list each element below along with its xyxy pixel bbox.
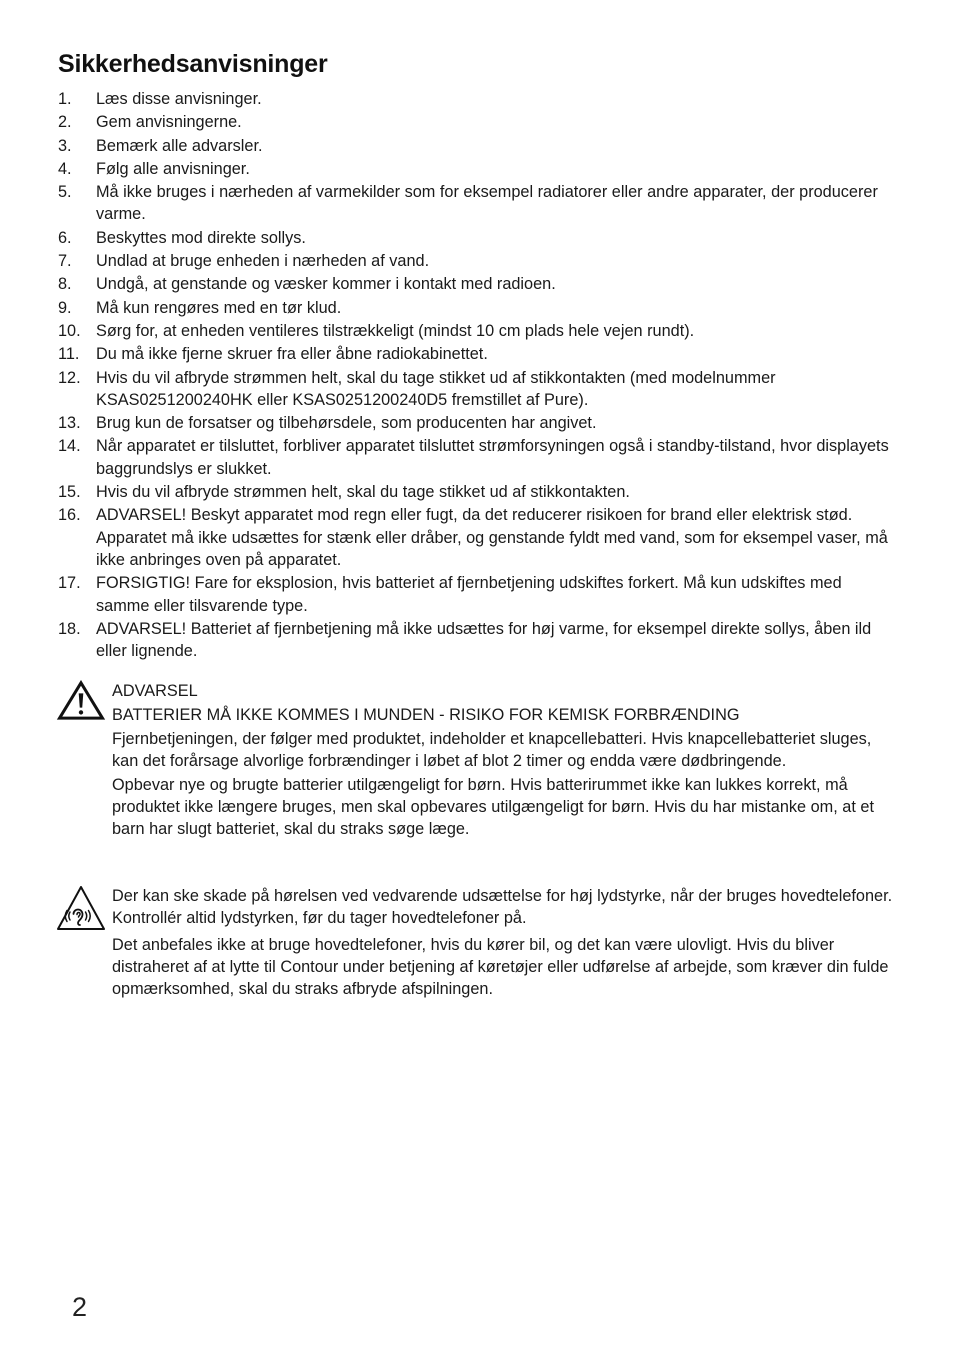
instruction-text: Hvis du vil afbryde strømmen helt, skal du tage stikket ud af stikkontakten (med modelnummer KSAS0251200240HK eller KSAS0251200240D5 fremstillet af Pure). [96, 368, 776, 409]
instruction-number: 11. [58, 345, 80, 364]
instruction-text: Brug kun de forsatser og tilbehørsdele, som producenten har angivet. [96, 414, 597, 433]
instruction-text: Hvis du vil afbryde strømmen helt, skal du tage stikket ud af stikkontakten. [96, 483, 630, 502]
instruction-number: 6. [58, 228, 72, 247]
instruction-number: 4. [58, 159, 72, 178]
instruction-text: Må kun rengøres med en tør klud. [96, 298, 342, 317]
page-number: 2 [72, 1292, 88, 1322]
instruction-item [58, 343, 898, 365]
hearing-paragraph: Det anbefales ikke at bruge hovedtelefoner, hvis du kører bil, og det kan være ulovligt. Hvis du bliver distraheret af at lytte til Contour under betjening af køretøjer eller udførelse af arbejde, som kræver din fulde opmærksomhed, skal du straks afbryde afspilningen. [112, 936, 889, 998]
instruction-item [58, 111, 898, 133]
instruction-item [58, 481, 898, 503]
instruction-text: Gem anvisningerne. [96, 113, 242, 132]
instruction-number: 17. [58, 574, 81, 593]
hearing-warning [56, 885, 898, 1002]
instruction-item [58, 435, 898, 480]
instruction-number: 14. [58, 437, 81, 456]
instruction-item [58, 250, 898, 272]
instruction-item [58, 297, 898, 319]
instruction-text: Undgå, at genstande og væsker kommer i kontakt med radioen. [96, 275, 556, 294]
warning-heading: ADVARSEL [112, 682, 198, 700]
instruction-number: 10. [58, 321, 81, 340]
warning-triangle-icon [56, 680, 106, 720]
instruction-text: Sørg for, at enheden ventileres tilstrækkeligt (mindst 10 cm plads hele vejen rundt). [96, 321, 695, 340]
instruction-number: 13. [58, 414, 81, 433]
instruction-text: ADVARSEL! Beskyt apparatet mod regn eller fugt, da det reducerer risikoen for brand eller elektrisk stød. Apparatet må ikke udsættes for stænk eller dråber, og genstande fyldt med vand, som for eksempel vaser, må ikke anbringes oven på apparatet. [96, 506, 888, 569]
hearing-warning-icon [56, 885, 106, 935]
instruction-number: 7. [58, 252, 72, 271]
instruction-text: Må ikke bruges i nærheden af varmekilder som for eksempel radiatorer eller andre apparater, der producerer varme. [96, 183, 878, 224]
instruction-item [58, 88, 898, 110]
instruction-item [58, 572, 898, 617]
hearing-paragraph: Der kan ske skade på hørelsen ved vedvarende udsættelse for høj lydstyrke, når der bruges hovedtelefoner. Kontrollér altid lydstyrken, før du tager hovedtelefoner på. [112, 887, 893, 927]
instruction-item [58, 504, 898, 571]
instruction-number: 8. [58, 275, 72, 294]
warning-paragraph: Opbevar nye og brugte batterier utilgængeligt for børn. Hvis batterirummet ikke kan lukkes korrekt, må produktet ikke længere bruges, men skal opbevares utilgængeligt for børn. Hvis du har mistanke om, at et barn har slugt batteriet, skal du straks søge læge. [112, 776, 874, 838]
instruction-text: Følg alle anvisninger. [96, 159, 250, 178]
instruction-number: 18. [58, 619, 81, 638]
instruction-number: 2. [58, 113, 72, 132]
instruction-text: Bemærk alle advarsler. [96, 136, 263, 155]
instruction-text: Beskyttes mod direkte sollys. [96, 228, 306, 247]
instruction-number: 1. [58, 90, 72, 108]
instruction-item [58, 135, 898, 157]
instruction-item [58, 320, 898, 342]
instruction-text: Læs disse anvisninger. [96, 90, 262, 108]
instruction-number: 12. [58, 368, 81, 387]
instruction-number: 15. [58, 483, 81, 502]
instruction-item [58, 618, 898, 663]
instruction-number: 3. [58, 136, 72, 155]
battery-warning [56, 680, 898, 842]
instruction-item [58, 227, 898, 249]
warning-paragraph: Fjernbetjeningen, der følger med produktet, indeholder et knapcellebatteri. Hvis knapcellebatteriet sluges, kan det forårsage alvorlige forbrændinger i løbet af blot 2 timer og endda være dødbringende. [112, 730, 872, 770]
page-title: Sikkerhedsanvisninger [58, 50, 328, 78]
instruction-text: ADVARSEL! Batteriet af fjernbetjening må ikke udsættes for høj varme, for eksempel direkte sollys, åben ild eller lignende. [96, 619, 872, 661]
instruction-item [58, 412, 898, 434]
warning-subheading: BATTERIER MÅ IKKE KOMMES I MUNDEN - RISIKO FOR KEMISK FORBRÆNDING [112, 706, 740, 724]
instruction-text: Undlad at bruge enheden i nærheden af vand. [96, 252, 430, 271]
instruction-item [58, 181, 898, 226]
instruction-number: 9. [58, 298, 72, 317]
instruction-number: 16. [58, 506, 81, 525]
instruction-number: 5. [58, 183, 72, 202]
instruction-item [58, 273, 898, 295]
instruction-text: Når apparatet er tilsluttet, forbliver apparatet tilsluttet strømforsyningen også i standby-tilstand, hvor displayets baggrundslys er slukket. [96, 437, 889, 478]
instruction-item [58, 367, 898, 412]
instruction-list [58, 88, 898, 663]
instruction-text: Du må ikke fjerne skruer fra eller åbne radiokabinettet. [96, 345, 488, 364]
instruction-text: FORSIGTIG! Fare for eksplosion, hvis batteriet af fjernbetjening udskiftes forkert. Må kun udskiftes med samme eller tilsvarende type. [96, 574, 842, 615]
instruction-item [58, 158, 898, 180]
